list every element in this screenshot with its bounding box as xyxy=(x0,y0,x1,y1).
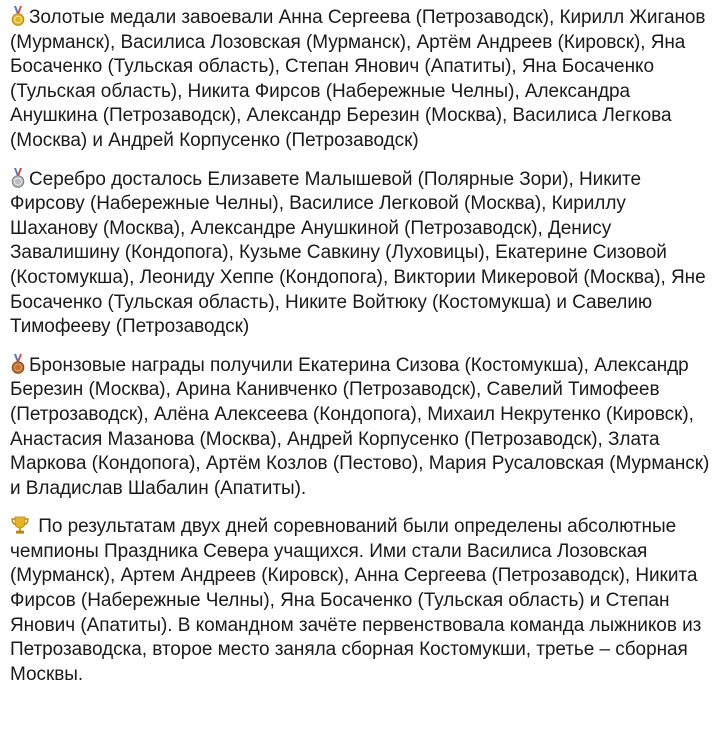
absolute-champions-paragraph xyxy=(10,515,710,687)
trophy-icon xyxy=(10,515,30,535)
silver-medal-icon xyxy=(10,168,26,188)
bronze-medal-icon xyxy=(10,354,26,374)
silver-medalists-text: Серебро досталось Елизавете Малышевой (Полярные Зори), Никите Фирсову (Набережные Челны), Василисе Легковой (Москва), Кириллу Шаханову (Москва), Александре Анушкиной (Петрозаводск), Денису Завалишину (Кондопога), Кузьме Савкину (Луховицы), Екатерине Сизовой (Костомукша), Леониду Хеппе (Кондопога), Виктории Микеровой (Москва), Яне Босаченко (Тульская область), Никите Войтюку (Костомукша) и Савелию Тимофееву (Петрозаводск) xyxy=(10,168,706,338)
gold-medal-icon xyxy=(10,6,26,26)
silver-medalists-paragraph xyxy=(10,168,710,340)
bronze-medalists-paragraph xyxy=(10,354,710,502)
bronze-medalists-text: Бронзовые награды получили Екатерина Сизова (Костомукша), Александр Березин (Москва), Арина Канивченко (Петрозаводск), Савелий Тимофеев (Петрозаводск), Алёна Алексеева (Кондопога), Михаил Некрутенко (Кировск), Анастасия Мазанова (Москва), Андрей Корпусенко (Петрозаводск), Злата Маркова (Кондопога), Артём Козлов (Пестово), Мария Русаловская (Мурманск) и Владислав Шабалин (Апатиты). xyxy=(10,354,710,499)
absolute-champions-text: По результатам двух дней соревнований были определены абсолютные чемпионы Праздника Севера учащихся. Ими стали Василиса Лозовская (Мурманск), Артем Андреев (Кировск), Анна Сергеева (Петрозаводск), Никита Фирсов (Набережные Челны), Яна Босаченко (Тульская область) и Степан Янович (Апатиты). В командном зачёте первенствовала команда лыжников из Петрозаводска, второе место заняла сборная Костомукши, третье – сборная Москвы. xyxy=(10,516,702,685)
gold-medalists-paragraph xyxy=(10,6,710,154)
gold-medalists-text: Золотые медали завоевали Анна Сергеева (Петрозаводск), Кирилл Жиганов (Мурманск), Василиса Лозовская (Мурманск), Артём Андреев (Кировск), Яна Босаченко (Тульская область), Степан Янович (Апатиты), Яна Босаченко (Тульская область), Никита Фирсов (Набережные Челны), Александра Анушкина (Петрозаводск), Александр Березин (Москва), Василиса Легкова (Москва) и Андрей Корпусенко (Петрозаводск) xyxy=(10,7,706,151)
